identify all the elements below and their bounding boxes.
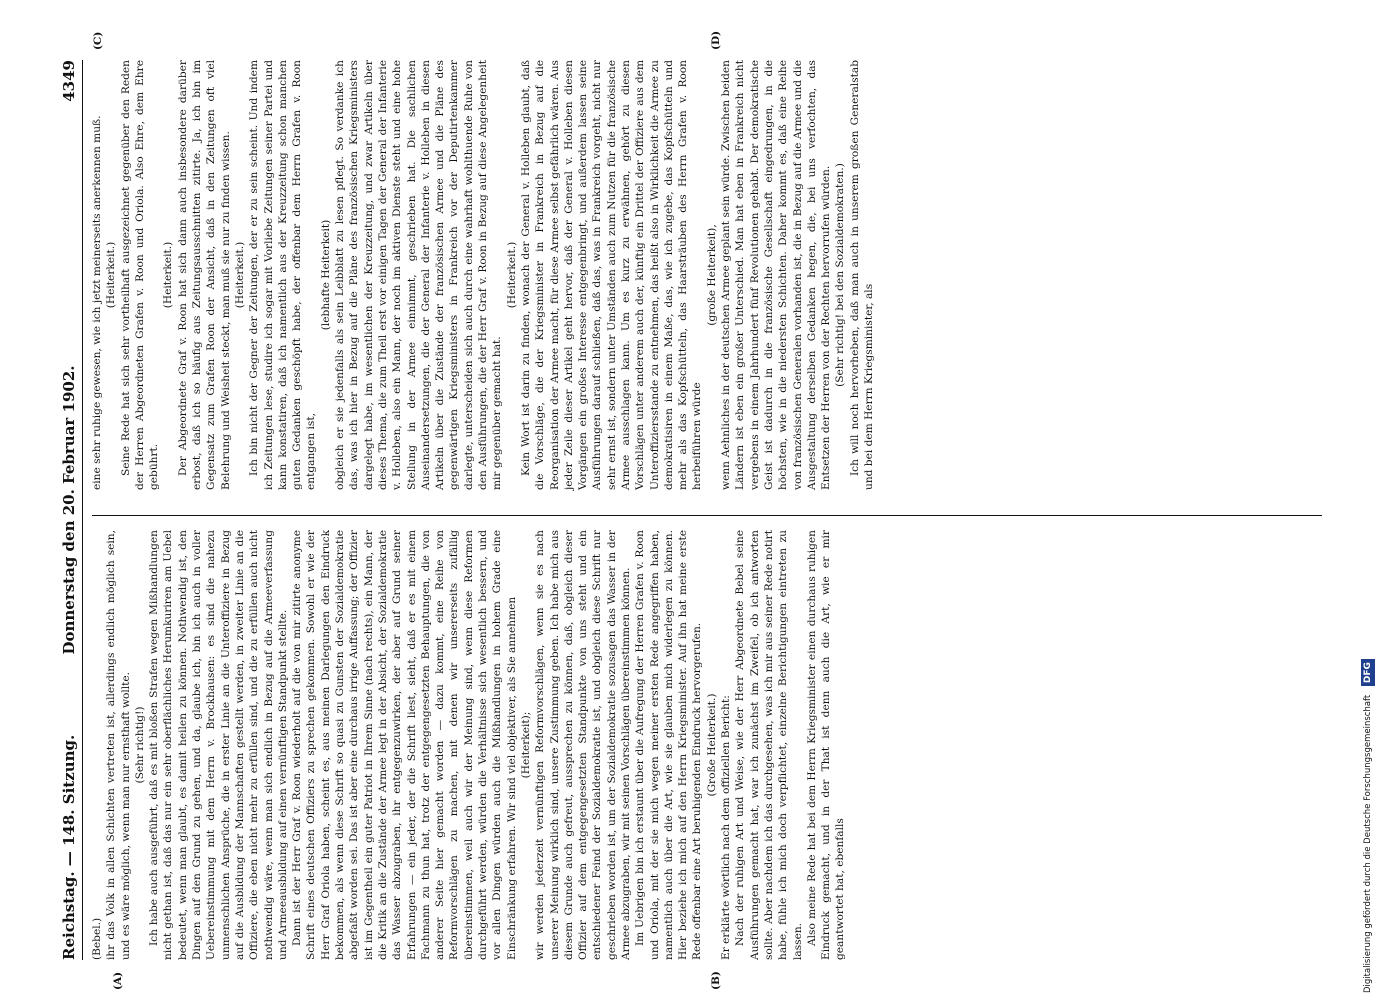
paragraph: Seine Rede hat sich sehr vortheilhaft ausgezeichnet gegenüber den Reden der Herren Abgeordneten Grafen v. Roon und Oriola. Also Ehre, dem Ehre gebührt. [119,60,161,490]
paragraph: Kein Wort ist darin zu finden, wonach der General v. Holleben glaubt, daß die Vorschläge, die der Kriegsminister in Frankreich in Bezug auf die Reorganisation der Armee macht, für diese Armee selbst gefährlich wären. Aus jeder Zeile dieser Artikel geht hervor, daß der General v. Holleben diesen Vorgängen ein großes Interesse entgegenbringt, und außerdem lassen seine Ausführungen darauf schließen, daß das, was in Frankreich vorgeht, nicht nur sehr ernst ist, sondern unter Umständen auch zum Nutzen für die französische Armee ausschlagen kann. Um es kurz zu erwähnen, gehört zu diesen Vorschlägen unter anderem auch der, künftig ein Drittel der Offiziere aus dem Unteroffiziersstande zu entnehmen, das heißt also in Wirklichkeit die Armee zu demokratisiren in einem Maße, das, wie ich zugebe, das Kopfschütteln und mehr als das Kopfschütteln, das Haarsträuben des Herrn Grafen v. Roon herbeiführen würde [519,60,704,490]
paragraph: Ich bin nicht der Gegner der Zeitungen, der er zu sein scheint. Und indem ich Zeitungen lese, studire ich sogar mit Vorliebe Zeitungen seiner Partei und kann konstatiren, daß ich namentlich aus der Kreuzzeitung schon manchen guten Gedanken geschöpft habe, der offenbar dem Herrn Grafen v. Roon entgangen ist, [248,60,318,490]
column-divider [92,515,1322,516]
left-column [90,530,848,960]
interjection: (Sehr richtig! bei den Sozialdemokraten.) [834,163,847,387]
interjection: (Heiterkeit.) [233,241,246,309]
margin-marker-d: (D) [710,30,722,50]
right-column [90,60,876,490]
page-number: 4349 [60,60,78,102]
interjection: (Große Heiterkeit.) [705,693,718,797]
interjection: (Sehr richtig!) [133,706,146,784]
interjection: (Heiterkeit); [519,711,532,779]
margin-marker-a: (A) [112,971,124,990]
paragraph: Also meine Rede hat bei dem Herrn Kriegsminister einen durchaus ruhigen Eindruck gemacht, und in der That ist denn auch die Art, wie er mir geantwortet hat, ebenfalls [805,530,847,960]
paragraph: obgleich er sie jedenfalls als sein Leibblatt zu lesen pflegt. So verdanke ich das, was ich hier in Bezug auf die Pläne des französischen Kriegsministers dargelegt habe, im wesentlichen der Kreuzzeitung, und zwar Artikeln über dieses Thema, die zum Theil erst vor einigen Tagen der General der Infanterie v. Holleben, also ein Mann, der noch im aktiven Dienste steht und eine hohe Stellung in der Armee einnimmt, geschrieben hat. Die sachlichen Auseinandersetzungen, die der General der Infanterie v. Holleben in diesen Artikeln über die Zustände der französischen Armee und die Pläne des gegenwärtigen Kriegsministers in Frankreich vor der Deputirtenkammer darlegte, unterscheiden sich auch durch eine wahrhaft wohlthuende Ruhe von den Ausführungen, die der Herr Graf v. Roon in Bezug auf diese Angelegenheit mir gegenüber gemacht hat. [334,60,504,490]
paragraph: Im Uebrigen bin ich erstaunt über die Aufregung der Herren Grafen v. Roon und Oriola, mit der sie mich wegen meiner ersten Rede angegriffen haben, namentlich auch über die Art, wie sie glauben mich widerlegen zu können. Hier beziehe ich mich auf den Herrn Kriegsminister. Auf ihn hat meine erste Rede offenbar eine Art beruhigenden Eindruck hervorgerufen. [634,530,704,960]
paragraph: ihr das Volk in allen Schichten vertreten ist, allerdings endlich möglich sein, und es wäre möglich, wenn man nur ernsthaft wollte. [105,530,132,960]
margin-marker-b: (B) [710,971,722,990]
page-header [60,60,83,960]
paragraph: wenn Aehnliches in der deutschen Armee geplant sein würde. Zwischen beiden Ländern ist eben ein großer Unterschied. Man hat eben in Frankreich nicht vergebens in einem Jahrhundert fünf Revolutionen gehabt. Der demokratische Geist ist dadurch in die französische Gesellschaft eingedrungen, in die höchsten, wie in die niedersten Schichten. Daher kommt es, daß eine Reihe von französischen Generalen vorhanden ist, die in Bezug auf die Armee und die Ausgestaltung derselben Gedanken hegen, die, bei uns verfochten, das Entsetzen der Herren von der Rechten hervorrufen würden. [720,60,833,490]
interjection: (lebhafte Heiterkeit) [319,219,332,331]
interjection: (große Heiterkeit), [705,224,718,326]
margin-marker-c: (C) [92,31,104,50]
paragraph: Ich habe auch ausgeführt, daß es mit bloßen Strafen wegen Mißhandlungen nicht gethan ist, daß das nur ein sehr oberflächliches Herumkuriren am Uebel bedeutet, wenn man glaubt, es damit heilen zu können. Nothwendig ist, den Dingen auf den Grund zu gehen, und da, glaube ich, bin ich auch in voller Uebereinstimmung mit dem Herrn v. Brockhausen: es sind die nahezu unmenschlichen Ansprüche, die in erster Linie an die Unteroffiziere in Bezug auf die Ausbildung der Mannschaften gestellt werden, in zweiter Linie an die Offiziere, die eben nicht mehr zu erfüllen sind, und die zu erfüllen auch nicht nothwendig wäre, wenn man sich endlich in Bezug auf die Armeeverfassung und Armeeausbildung auf einen vernünftigen Standpunkt stellte. [148,530,289,960]
speaker-label: (Bebel.) [91,917,103,960]
paragraph: eine sehr ruhige gewesen, wie ich jetzt meinerseits anerkennen muß. [91,115,103,490]
paragraph: Der Abgeordnete Graf v. Roon hat sich dann auch insbesondere darüber erbost, daß ich so häufig aus Zeitungsausschnitten zitirte. Ja, ich bin im Gegensatz zum Grafen Roon der Ansicht, daß in den Zeitungen oft viel Belehrung und Weisheit steckt, man muß sie nur zu finden wissen. [176,60,232,490]
header-left: Reichstag. — 148. Sitzung. [60,734,78,960]
paragraph: Er erklärte wörtlich nach dem offiziellen Bericht: [720,695,733,960]
credit-text: Digitalisierung gefördert durch die Deutsche Forschungsgemeinschaft [1363,694,1373,993]
paragraph: Ich will noch hervorheben, daß man auch in unserem großen Generalstab und bei dem Herrn Kriegsminister, als [848,60,876,490]
dfg-logo: DFG [1361,659,1375,686]
interjection: (Heiterkeit.) [105,241,118,309]
quoted-passage: Nach der ruhigen Art und Weise, wie der Herr Abgeordnete Bebel seine Ausführungen gemacht hat, war ich zunächst im Zweifel, ob ich antworten sollte. Aber nachdem ich das durchgesehen, was ich mir aus seiner Rede notirt habe, fühle ich mich doch verpflichtet, einzelne Berichtigungen eintreten zu lassen. [734,530,804,960]
paragraph: Dann ist der Herr Graf v. Roon wiederholt auf die von mir zitirte anonyme Schrift eines deutschen Offiziers zu sprechen gekommen. Sowohl er wie der Herr Graf Oriola haben, scheint es, aus meinen Darlegungen den Eindruck bekommen, als wenn diese Schrift so quasi zu Gunsten der Sozialdemokratie abgefaßt worden sei. Das ist aber eine durchaus irrige Auffassung; der Offizier ist im Gegentheil ein guter Patriot in Ihrem Sinne (nach rechts), ein Mann, der die Kritik an die Zustände der Armee legt in der Absicht, der Sozialdemokratie das Wasser abzugraben, ihr entgegenzuwirken, der aber auf Grund seiner Erfahrungen — ein jeder, der die Schrift liest, sieht, daß er es mit einem Fachmann zu thun hat, trotz der entgegengesetzten Behauptungen, die von anderer Seite hier gemacht worden — dazu kommt, eine Reihe von Reformvorschlägen zu machen, mit denen wir unsererseits zufällig übereinstimmen, weil auch wir der Meinung sind, wenn diese Reformen durchgeführt werden, würden die Verhältnisse sich wesentlich bessern, und vor allen Dingen würden auch die Mißhandlungen in hohem Grade eine Einschränkung erfahren. Wir sind viel objektiver, als Sie annehmen [291,530,518,960]
header-date: Donnerstag den 20. Februar 1902. [60,365,78,655]
interjection: (Heiterkeit.) [162,241,175,309]
paragraph: wir werden jederzeit vernünftigen Reformvorschlägen, wenn sie es nach unserer Meinung wirklich sind, unsere Zustimmung geben. Ich habe mich aus diesem Grunde auch gefreut, aussprechen zu können, daß, obgleich dieser Offizier auf dem entgegengesetzten Standpunkte von uns steht und ein entschiedener Feind der Sozialdemokratie ist, und obgleich diese Schrift nur geschrieben worden ist, um der Sozialdemokratie sozusagen das Wasser in der Armee abzugraben, wir mit seinen Vorschlägen übereinstimmen können. [534,530,632,960]
digitization-credit [1359,8,1377,993]
interjection: (Heiterkeit.) [505,241,518,309]
